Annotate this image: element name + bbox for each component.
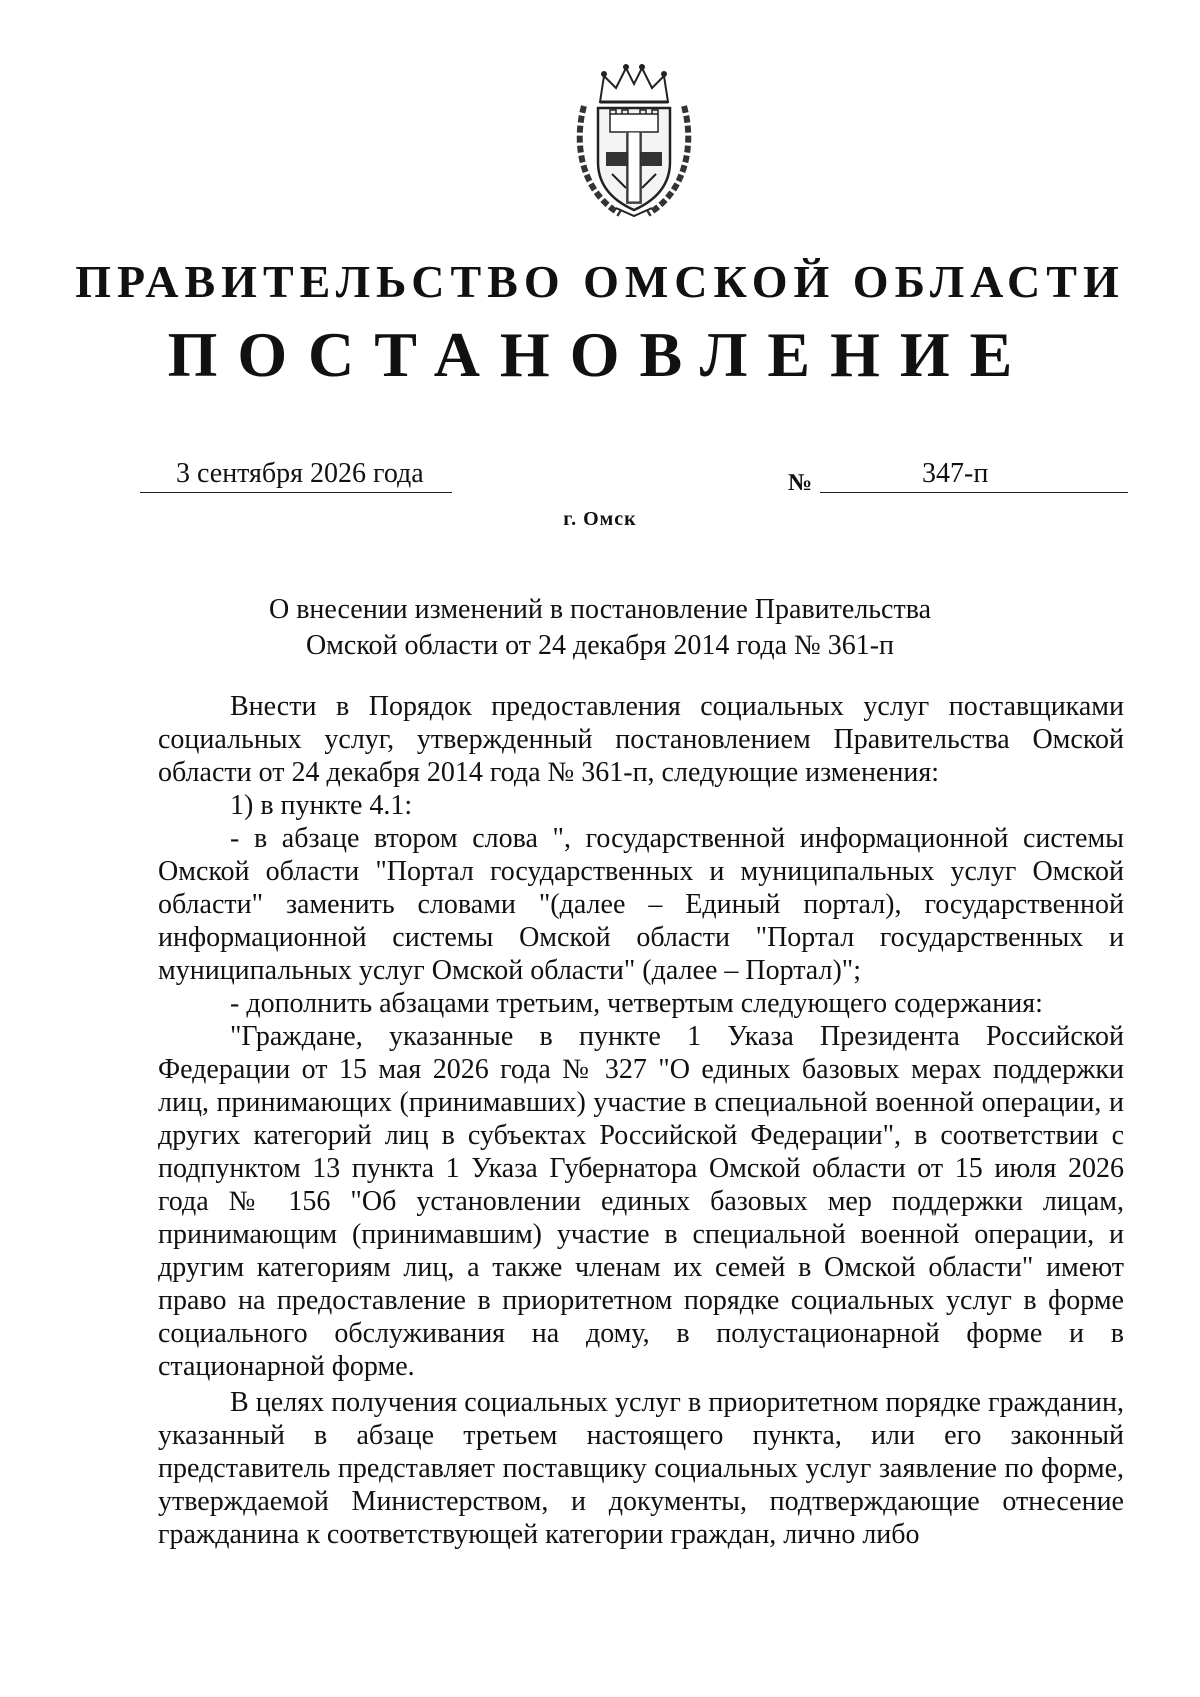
document-body	[158, 690, 1124, 1551]
number-label: №	[788, 470, 813, 496]
document-number: 347-п	[922, 458, 989, 489]
subject-line-1: О внесении изменений в постановление Правительства	[268, 594, 932, 625]
omsk-oblast-coat-of-arms-icon	[570, 62, 698, 218]
number-underline	[820, 492, 1128, 493]
body-paragraph: - в абзаце втором слова ", государственной информационной системы Омской области "Портал государственных и муниципальных услуг Омской области" заменить словами "(далее – Единый портал), государственной информационной системы Омской области "Портал государственных и муниципальных услуг Омской области" (далее – Портал)";	[158, 823, 1124, 986]
subject-line-2: Омской области от 24 декабря 2014 года № 361-п	[305, 630, 895, 661]
government-title: ПРАВИТЕЛЬСТВО ОМСКОЙ ОБЛАСТИ	[75, 256, 1125, 307]
body-paragraph: 1) в пункте 4.1:	[230, 790, 413, 821]
document-subject	[240, 592, 960, 664]
body-paragraph: В целях получения социальных услуг в приоритетном порядке гражданин, указанный в абзаце третьем настоящего пункта, или его законный представитель представляет поставщику социальных услуг заявление по форме, утверждаемой Министерством, и документы, подтверждающие отнесение гражданина к соответствующей категории граждан, лично либо	[158, 1387, 1124, 1550]
document-date: 3 сентября 2026 года	[176, 458, 424, 489]
city: г. Омск	[563, 508, 637, 530]
document-type: ПОСТАНОВЛЕНИЕ	[167, 319, 1033, 390]
body-paragraph: "Граждане, указанные в пункте 1 Указа Президента Российской Федерации от 15 мая 2026 года № 327 "О единых базовых мерах поддержки лиц, принимающих (принимавших) участие в специальной военной операции, и других категорий лиц в субъектах Российской Федерации", в соответствии с подпунктом 13 пункта 1 Указа Губернатора Омской области от 15 июля 2026 года № 156 "Об установлении единых базовых мер поддержки лицам, принимающим (принимавшим) участие в специальной военной операции, и другим категориям лиц, а также членам их семей в Омской области" имеют право на предоставление в приоритетном порядке социальных услуг в форме социального обслуживания на дому, в полустационарной форме и в стационарной форме.	[158, 1021, 1124, 1382]
body-paragraph: Внести в Порядок предоставления социальных услуг поставщиками социальных услуг, утвержденный постановлением Правительства Омской области от 24 декабря 2014 года № 361-п, следующие изменения:	[158, 691, 1124, 788]
date-underline	[140, 492, 452, 493]
body-paragraph: - дополнить абзацами третьим, четвертым следующего содержания:	[230, 988, 1043, 1019]
